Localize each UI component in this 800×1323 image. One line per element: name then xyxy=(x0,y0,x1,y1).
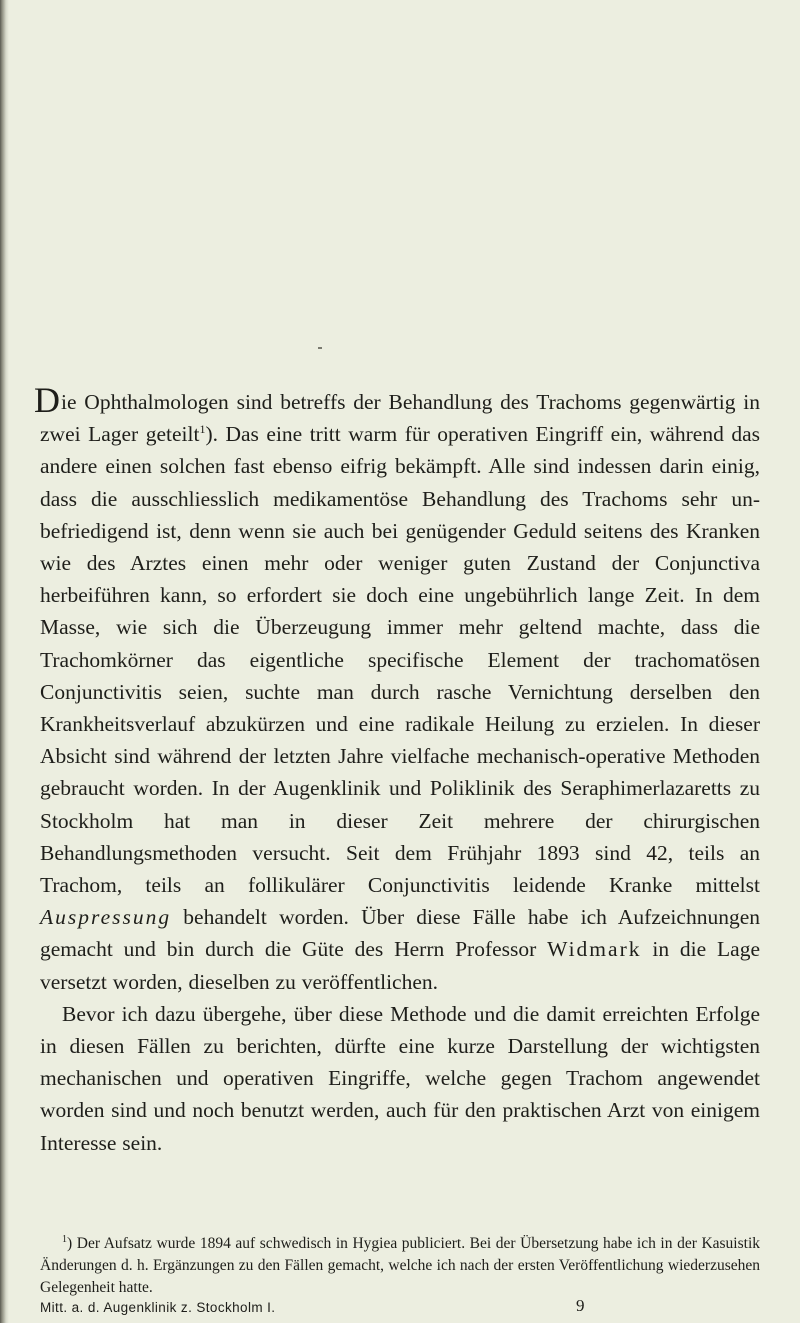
print-speck xyxy=(318,347,322,349)
footnote xyxy=(40,1233,760,1299)
footnote-marker: 1 xyxy=(62,1234,67,1245)
page-edge-shadow xyxy=(0,0,9,1323)
body-text xyxy=(34,380,760,1159)
running-footer: Mitt. a. d. Augenklinik z. Stockholm I. xyxy=(40,1300,276,1315)
drop-cap: D xyxy=(34,380,60,420)
paragraph-1-continuation: behandelt worden. Über diese Fälle habe ich Aufzeichnungen gemacht und bin durch die Güte des Herrn Professor xyxy=(40,905,760,962)
paragraph-2: Bevor ich dazu übergehe, über diese Methode und die damit erreichten Erfolge in diesen Fällen zu berichten, dürfte eine kurze Darstellung der wichtigsten mechanischen und operativen Eingriffe, welche gegen Trachom angewendet worden sind und noch benutzt werden, auch für den praktischen Arzt von einigem Interesse sein. xyxy=(40,1001,760,1155)
paragraph-1-main: ). Das eine tritt warm für operativen Eingriff ein, während das andere einen solchen fast ebenso eifrig bekämpft. Alle sind indessen darin einig, dass die ausschliesslich medikamentöse Behandlung des Trachoms sehr unbefriedigend ist, denn wenn sie auch bei genügender Geduld seitens des Kranken wie des Arztes einen mehr oder weniger guten Zustand der Conjunctiva herbeiführen kann, so erfordert sie doch eine ungebührlich lange Zeit. In dem Masse, wie sich die Überzeugung immer mehr geltend machte, dass die Trachomkörner das eigentliche specifische Element der trachomatösen Conjunctivitis seien, suchte man durch rasche Vernichtung derselben den Krankheitsverlauf abzukürzen und eine radikale Heilung zu erzielen. In dieser Absicht sind während der letzten Jahre vielfache mechanisch-operative Methoden gebraucht worden. In der Augenklinik und Poliklinik des Seraphimerlazaretts zu Stockholm hat man in dieser Zeit mehrere der chirurgischen Behandlungsmethoden versucht. Seit dem Frühjahr 1893 sind 42, teils an Trachom, teils an follikulärer Conjunctivitis leidende Kranke mittelst xyxy=(40,422,760,898)
paragraph-1 xyxy=(34,380,760,998)
footnote-reference[interactable]: 1 xyxy=(199,422,206,437)
paragraph-1-intro: ie Ophthalmologen sind betreffs der Behandlung des Trachoms gegenwärtig in zwei Lager geteilt xyxy=(40,390,760,447)
italic-term-auspressung: Auspressung xyxy=(40,905,172,930)
footnote-text: ) Der Aufsatz wurde 1894 auf schwedisch in Hygiea publiciert. Bei der Übersetzung habe ich in der Kasuistik Änderungen d. h. Ergänzungen zu den Fällen gemacht, welche ich nach der ersten Veröffentlichung wiederzusehen Gelegenheit hatte. xyxy=(40,1235,760,1296)
paragraph-1-end: in die Lage versetzt worden, dieselben zu veröffentlichen. xyxy=(40,937,760,994)
name-widmark: Widmark xyxy=(547,937,642,962)
page-number: 9 xyxy=(576,1296,585,1315)
